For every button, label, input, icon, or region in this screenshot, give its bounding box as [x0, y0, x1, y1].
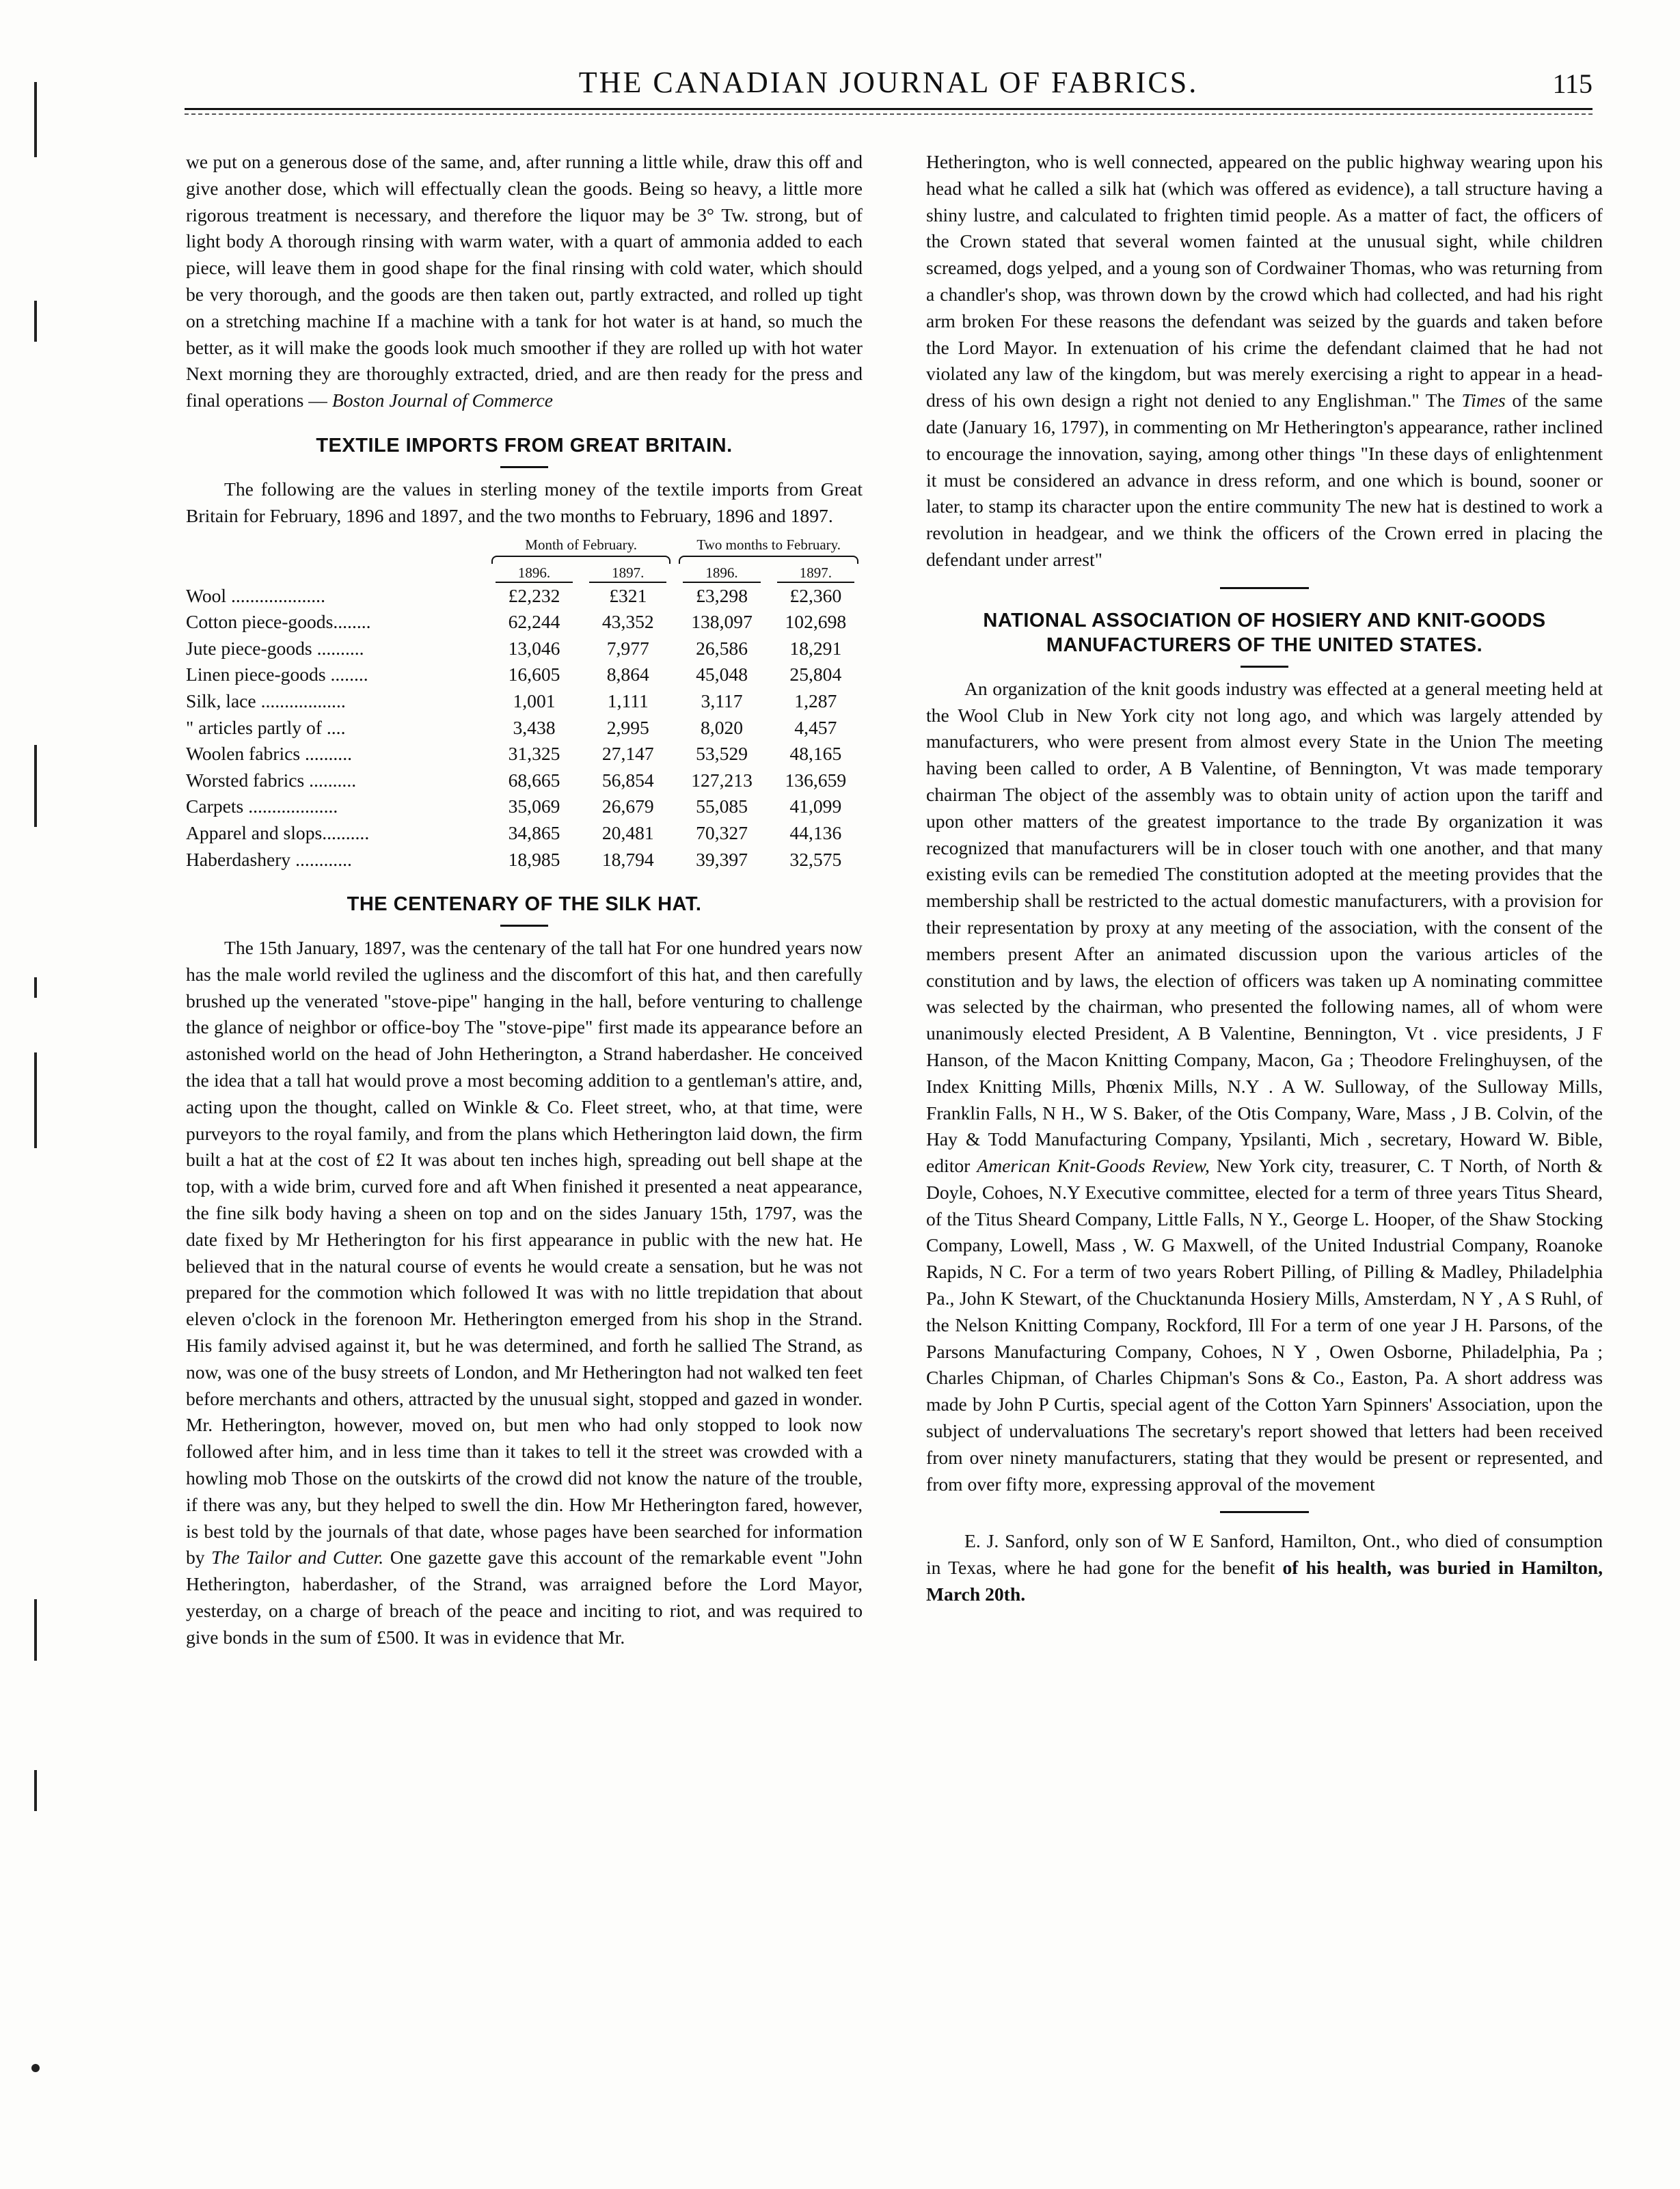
imports-intro: The following are the values in sterling money of the textile imports from Great Britain for February, 1896 and 1897, and the two months to February, 1896 and 1897. — [186, 478, 863, 526]
heading-rule — [500, 466, 548, 468]
table-cell: 48,165 — [789, 743, 842, 765]
row-label: Apparel and slops.......... — [186, 821, 370, 843]
table-row — [186, 715, 863, 742]
margin-mark — [34, 82, 37, 157]
table-cell: 7,977 — [606, 637, 649, 659]
table-row — [186, 609, 863, 636]
margin-mark — [34, 301, 37, 342]
table-cell: 44,136 — [789, 821, 842, 843]
header-rule-dashed — [185, 113, 1593, 115]
table-cell: 127,213 — [691, 769, 753, 791]
row-label: " articles partly of .... — [186, 716, 346, 738]
imports-table — [186, 536, 863, 873]
times-name: Times — [1461, 390, 1506, 411]
table-row — [186, 741, 863, 767]
sanford-paragraph — [926, 1528, 1603, 1607]
left-column — [186, 149, 863, 1651]
table-cell: 45,048 — [696, 664, 748, 685]
table-row — [186, 793, 863, 820]
table-cell: £2,232 — [508, 584, 560, 606]
year-header: 1897. — [777, 564, 854, 583]
table-cell: £2,360 — [789, 584, 842, 606]
table-row — [186, 820, 863, 847]
silk-hat-source: The Tailor and Cutter. — [211, 1547, 384, 1568]
table-cell: 1,287 — [794, 690, 837, 711]
table-cell: 136,659 — [785, 769, 847, 791]
table-cell: 4,457 — [794, 716, 837, 738]
year-header: 1897. — [589, 564, 666, 583]
year-header: 1896. — [496, 564, 573, 583]
group-header-month — [487, 536, 675, 564]
year-header: 1896. — [683, 564, 760, 583]
table-cell: 25,804 — [789, 664, 842, 685]
row-label: Silk, lace .................. — [186, 690, 346, 711]
hosiery-text: An organization of the knit goods industry was effected at a general meeting held at the Wool Club in New York city not long ago, and which was largely attended by manufacturers, who were present from almost every State in the Union The meeting having been called to order, A B Valentine, of Bennington, Vt was made temporary chairman The object of the assembly was to obtain unity of action upon the tariff and upon other matters of the greatest importance to the trade By organization it was recognized that manufacturers will be in closer touch with one another, and that many existing evils can be remedied The constitution adopted at the meeting provides that the membership shall be restricted to the actual domestic manufacturers, with a provision for their representation by proxy at any meeting of the association, with the consent of the members present After an animated discussion upon the various articles of the constitution and by laws, the election of officers was taken up A nominating committee was selected by the chairman, who presented the following names, all of whom were unanimously elected President, A B Valentine, Bennington, Vt . vice presidents, J F Hanson, of the Macon Knitting Company, Macon, Ga ; Theodore Frelinghuysen, of the Index Knitting Mills, Phœnix Mills, N.Y . A W. Sulloway, of the Sulloway Mills, Franklin Falls, N H., W S. Baker, of the Otis Company, Ware, Mass , J B. Colvin, of the Hay & Todd Manufacturing Company, Ypsilanti, Mich , secretary, Howard W. Bible, editor — [926, 677, 1603, 1177]
row-label: Carpets ................... — [186, 796, 338, 817]
table-cell: 39,397 — [696, 848, 748, 870]
heading-rule — [500, 925, 548, 927]
table-cell: 41,099 — [789, 796, 842, 817]
row-label: Cotton piece-goods........ — [186, 611, 371, 633]
group-label-month: Month of February. — [525, 536, 637, 553]
row-label: Woolen fabrics .......... — [186, 743, 352, 765]
table-cell: 55,085 — [696, 796, 748, 817]
table-cell: 31,325 — [508, 743, 560, 765]
table-cell: 2,995 — [606, 716, 649, 738]
section-divider — [1220, 587, 1309, 589]
group-label-two-months: Two months to February. — [696, 536, 841, 553]
sanford-text: E. J. Sanford, only son of W E Sanford, Hamilton, Ont., who died of consumption in Texas, where he had gone for the benefit — [926, 1530, 1603, 1579]
header-rule — [185, 108, 1593, 110]
hosiery-text: New York city, treasurer, C. T North, of North & Doyle, Cohoes, N.Y Executive committee, elected for a term of three years Titus Sheard, of the Titus Sheard Company, Little Falls, N Y., George L. Hooper, of the Shaw Stocking Company, Lowell, Mass , W. G Maxwell, of the United Industrial Company, Roanoke Rapids, N C. For a term of two years Robert Pilling, of Pilling & Madley, Philadelphia Pa., John K Stewart, of the Chucktanunda Hosiery Mills, Amsterdam, N Y , A S Ruhl, of the Nelson Knitting Company, Rockford, Ill For a term of one year J H. Parsons, of the Parsons Manufacturing Company, Cohoes, N Y , Owen Osborne, Philadelphia, Pa ; Charles Chipman, of Charles Chipman's Sons & Co., Easton, Pa. A short address was made by John P Curtis, special agent of the Cotton Yarn Spinners' Association, upon the subject of undervaluations The secretary's report showed that letters had been received from over ninety manufacturers, stating that they would be present or represented, and from over fifty more, expressing approval of the movement — [926, 1155, 1603, 1495]
table-cell: 13,046 — [508, 637, 560, 659]
intro-source: Boston Journal of Commerce — [331, 390, 553, 411]
heading-rule — [1241, 666, 1288, 668]
review-name: American Knit-Goods Review, — [977, 1155, 1210, 1177]
table-row — [186, 662, 863, 688]
sanford-text-bold: of his health, was buried in Hamilton, March 20th. — [926, 1557, 1603, 1605]
table-cell: 68,665 — [508, 769, 560, 791]
silk-hat-text: The 15th January, 1897, was the centenary of the tall hat For one hundred years now has the male world reviled the ugliness and the discomfort of this hat, and then carefully brushed up the venerated "stove-pipe" hanging in the hall, before venturing to challenge the glance of neighbor or office-boy The "stove-pipe" first made its appearance before an astonished world on the head of John Hetherington, a Strand haberdasher. He conceived the idea that a tall hat would prove a most becoming addition to a gentleman's attire, and, acting upon the thought, called on Winkle & Co. Fleet street, who, at that time, were purveyors to the royal family, and from the plans which Hetherington laid down, the firm built a hat at the cost of £2 It was about ten inches high, spreading out bell shape at the top, with a wide brim, curved fore and aft When finished it presented a neat appearance, the fine silk body having a sheen on top and on the sides January 15th, 1797, was the date fixed by Mr Hetherington for his first appearance in public with the new hat. He believed that in the natural course of events he would create a sensation, but he was not prepared for the commotion which followed It was with no little trepidation that about eleven o'clock in the forenoon Mr. Hetherington emerged from his shop in the Strand. His family advised against it, but he was determined, and forth he sallied The Strand, as now, was one of the busy streets of London, and Mr Hetherington had not walked ten feet before merchants and others, attracted by the unusual sight, stopped and gazed in wonder. Mr. Hetherington, however, moved on, but men who had only stopped to look now followed after him, and in less time than it takes to tell it the street was crowded with a howling mob Those on the outskirts of the crowd did not know the nature of the trouble, if there was any, but they helped to swell the din. How Mr Hetherington fared, however, is best told by the journals of that date, whose pages have been searched for information by — [186, 937, 863, 1568]
table-cell: 16,605 — [508, 664, 560, 685]
group-brace — [491, 556, 671, 564]
table-cell: 70,327 — [696, 821, 748, 843]
row-label: Haberdashery ............ — [186, 848, 352, 870]
imports-heading: TEXTILE IMPORTS FROM GREAT BRITAIN. — [316, 434, 733, 457]
right-column — [926, 149, 1603, 1608]
imports-rows — [186, 583, 863, 873]
silk-hat-continued-text: of the same date (January 16, 1797), in commenting on Mr Hetherington's appearance, rather inclined to encourage the innovation, saying, among other things "In these days of enlightenment it must be considered an advance in dress reform, and one which is bound, sooner or later, to stamp its character upon the entire community The new hat is destined to work a revolution in headgear, and we think the officers of the Crown erred in placing the defendant under arrest" — [926, 390, 1603, 570]
table-cell: £321 — [609, 584, 647, 606]
row-label: Linen piece-goods ........ — [186, 664, 368, 685]
table-cell: 62,244 — [508, 611, 560, 633]
intro-text: we put on a generous dose of the same, and, after running a little while, draw this off and give another dose, which will effectually clean the goods. Being so heavy, a little more rigorous treatment is necessary, and therefore the liquor may be 3° Tw. strong, but of light body A thorough rinsing with warm water, with a quart of ammonia added to each piece, will leave them in good shape for the final rinsing with cold water, which should be very thorough, and the goods are then taken out, partly extracted, and rolled up tight on a stretching machine If a machine with a tank for hot water is at hand, so much the better, as it will make the goods look much smoother if they are rolled up with hot water Next morning they are thoroughly extracted, dried, and are then ready for the press and final operations — — [186, 151, 863, 411]
table-cell: 53,529 — [696, 743, 748, 765]
margin-mark — [34, 1052, 37, 1148]
table-cell: 56,854 — [601, 769, 654, 791]
table-cell: 18,291 — [789, 637, 842, 659]
intro-paragraph — [186, 149, 863, 414]
table-cell: 27,147 — [601, 743, 654, 765]
margin-dot — [31, 2064, 40, 2072]
table-cell: 35,069 — [508, 796, 560, 817]
table-cell: 138,097 — [691, 611, 753, 633]
margin-mark — [34, 745, 37, 827]
silk-hat-continued — [926, 149, 1603, 573]
journal-title: THE CANADIAN JOURNAL OF FABRICS. — [578, 66, 1199, 99]
table-cell: 32,575 — [789, 848, 842, 870]
silk-hat-text: One gazette gave this account of the remarkable event "John Hetherington, haberdasher, of the Strand, was arraigned before the Lord Mayor, yesterday, on a charge of breach of the peace and inciting to riot, and was required to give bonds in the sum of £500. It was in evidence that Mr. — [186, 1547, 863, 1648]
section-divider — [1220, 1511, 1309, 1513]
table-cell: 26,679 — [601, 796, 654, 817]
hosiery-paragraph — [926, 676, 1603, 1498]
row-label: Jute piece-goods .......... — [186, 637, 364, 659]
table-cell: 8,020 — [701, 716, 744, 738]
hosiery-heading: NATIONAL ASSOCIATION OF HOSIERY AND KNIT-GOODS MANUFACTURERS OF THE UNITED STATES. — [983, 609, 1546, 656]
silk-hat-paragraph — [186, 935, 863, 1651]
page-header — [185, 65, 1593, 106]
table-group-row — [186, 536, 863, 564]
table-cell: 1,111 — [607, 690, 649, 711]
table-cell: 1,001 — [513, 690, 556, 711]
margin-marks — [34, 0, 62, 2189]
margin-mark — [34, 977, 37, 998]
table-cell: £3,298 — [696, 584, 748, 606]
silk-hat-heading: THE CENTENARY OF THE SILK HAT. — [347, 893, 702, 916]
table-cell: 20,481 — [601, 821, 654, 843]
table-year-row — [186, 564, 863, 583]
table-row — [186, 636, 863, 662]
margin-mark — [34, 1599, 37, 1661]
group-brace — [679, 556, 858, 564]
table-row — [186, 767, 863, 794]
table-cell: 102,698 — [785, 611, 847, 633]
page-number: 115 — [1552, 68, 1593, 99]
margin-mark — [34, 1770, 37, 1811]
table-row — [186, 688, 863, 715]
table-row — [186, 583, 863, 610]
table-cell: 8,864 — [606, 664, 649, 685]
table-cell: 3,117 — [701, 690, 743, 711]
table-cell: 34,865 — [508, 821, 560, 843]
table-cell: 18,794 — [601, 848, 654, 870]
table-cell: 18,985 — [508, 848, 560, 870]
table-cell: 43,352 — [601, 611, 654, 633]
row-label: Wool .................... — [186, 584, 325, 606]
row-label: Worsted fabrics .......... — [186, 769, 357, 791]
silk-hat-continued-text: Hetherington, who is well connected, appeared on the public highway wearing upon his head what he called a silk hat (which was offered as evidence), a tall structure having a shiny lustre, and calculated to frighten timid people. As a matter of fact, the officers of the Crown stated that several women fainted at the unusual sight, while children screamed, dogs yelped, and a young son of Cordwainer Thomas, who was returning from a chandler's shop, was thrown down by the crowd which had collected, and had his right arm broken For these reasons the defendant was seized by the guards and taken before the Lord Mayor. In extenuation of his crime the defendant claimed that he had not violated any law of the kingdom, but was merely exercising a right to appear in a head-dress of his own design a right not denied to any Englishman." The — [926, 151, 1603, 411]
group-header-two-months — [675, 536, 863, 564]
table-cell: 3,438 — [513, 716, 556, 738]
table-cell: 26,586 — [696, 637, 748, 659]
table-row — [186, 847, 863, 873]
